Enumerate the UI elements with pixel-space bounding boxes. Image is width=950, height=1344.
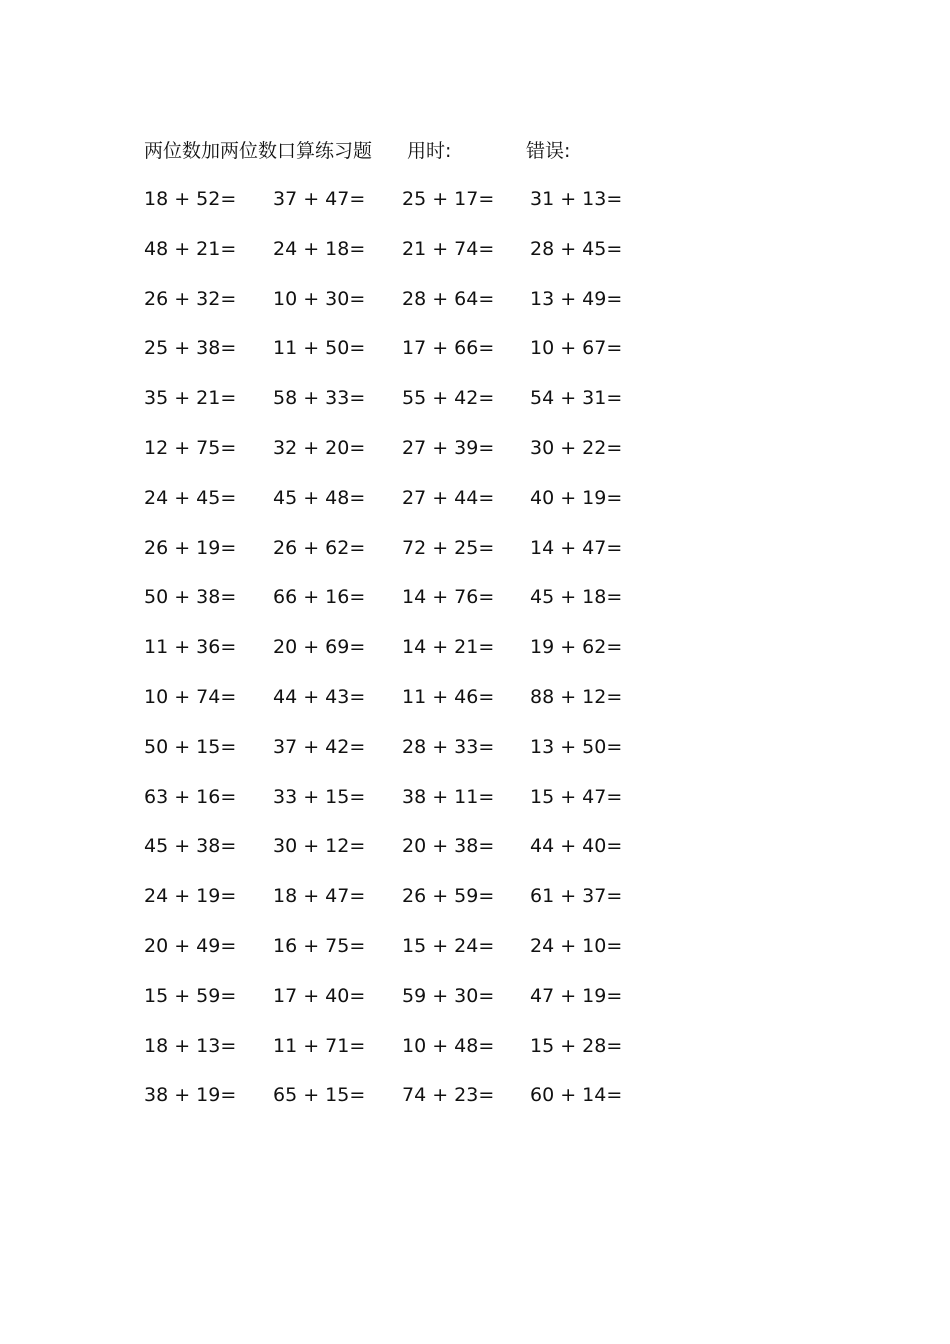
problem-item: 10 + 48= (402, 1034, 495, 1057)
problem-item: 18 + 52= (144, 188, 237, 210)
problem-item: 24 + 10= (530, 934, 623, 957)
problem-row (144, 184, 664, 234)
problem-item: 17 + 66= (402, 337, 495, 360)
problem-row (144, 1031, 664, 1081)
problem-item: 12 + 75= (144, 436, 237, 459)
problem-item: 50 + 15= (144, 735, 237, 758)
problem-row (144, 234, 664, 284)
problem-item: 10 + 30= (273, 287, 366, 310)
problem-item: 14 + 76= (402, 586, 495, 609)
problem-item: 14 + 21= (402, 636, 495, 659)
problem-item: 14 + 47= (530, 536, 623, 559)
problem-item: 15 + 24= (402, 934, 495, 957)
problem-item: 50 + 38= (144, 586, 237, 609)
problem-item: 66 + 16= (273, 586, 366, 609)
problem-item: 61 + 37= (530, 885, 623, 908)
problem-item: 32 + 20= (273, 436, 366, 459)
problem-item: 18 + 13= (144, 1034, 237, 1057)
problem-item: 30 + 12= (273, 835, 366, 858)
problem-item: 37 + 42= (273, 735, 366, 758)
problem-item: 25 + 17= (402, 188, 495, 210)
problem-item: 35 + 21= (144, 387, 237, 410)
problem-item: 60 + 14= (530, 1084, 623, 1107)
problem-item: 88 + 12= (530, 685, 623, 708)
time-label: 用时: (407, 140, 452, 162)
problem-row (144, 533, 664, 583)
problem-row (144, 732, 664, 782)
problem-item: 19 + 62= (530, 636, 623, 659)
problem-item: 15 + 59= (144, 984, 237, 1007)
problem-item: 59 + 30= (402, 984, 495, 1007)
problem-row (144, 831, 664, 881)
problem-row (144, 931, 664, 981)
problem-item: 10 + 74= (144, 685, 237, 708)
problem-item: 20 + 69= (273, 636, 366, 659)
problem-item: 38 + 11= (402, 785, 495, 808)
problem-item: 17 + 40= (273, 984, 366, 1007)
problem-row (144, 682, 664, 732)
problem-row (144, 632, 664, 682)
problem-item: 40 + 19= (530, 486, 623, 509)
problem-item: 58 + 33= (273, 387, 366, 410)
problem-item: 28 + 45= (530, 237, 623, 260)
errors-label: 错误: (526, 140, 571, 162)
problem-item: 25 + 38= (144, 337, 237, 360)
problem-item: 55 + 42= (402, 387, 495, 410)
problem-row (144, 1080, 664, 1130)
problem-item: 47 + 19= (530, 984, 623, 1007)
problem-item: 20 + 38= (402, 835, 495, 858)
problem-item: 33 + 15= (273, 785, 366, 808)
problem-row (144, 881, 664, 931)
worksheet-title: 两位数加两位数口算练习题 (144, 140, 373, 162)
problem-item: 18 + 47= (273, 885, 366, 908)
problem-row (144, 981, 664, 1031)
problem-item: 44 + 43= (273, 685, 366, 708)
problem-row (144, 582, 664, 632)
problem-item: 24 + 45= (144, 486, 237, 509)
problem-item: 48 + 21= (144, 237, 237, 260)
problem-item: 28 + 64= (402, 287, 495, 310)
problem-item: 74 + 23= (402, 1084, 495, 1107)
problem-row (144, 782, 664, 832)
problem-row (144, 433, 664, 483)
problem-row (144, 333, 664, 383)
problem-item: 26 + 59= (402, 885, 495, 908)
problem-item: 45 + 38= (144, 835, 237, 858)
problem-item: 13 + 49= (530, 287, 623, 310)
problem-item: 26 + 32= (144, 287, 237, 310)
problem-item: 63 + 16= (144, 785, 237, 808)
problem-item: 65 + 15= (273, 1084, 366, 1107)
problem-item: 15 + 28= (530, 1034, 623, 1057)
problem-row (144, 483, 664, 533)
problem-item: 44 + 40= (530, 835, 623, 858)
problem-item: 27 + 44= (402, 486, 495, 509)
problem-item: 13 + 50= (530, 735, 623, 758)
problem-item: 20 + 49= (144, 934, 237, 957)
problem-item: 38 + 19= (144, 1084, 237, 1107)
problem-item: 11 + 71= (273, 1034, 366, 1057)
problem-item: 45 + 48= (273, 486, 366, 509)
problem-item: 45 + 18= (530, 586, 623, 609)
problem-item: 16 + 75= (273, 934, 366, 957)
problem-item: 11 + 50= (273, 337, 366, 360)
problem-item: 21 + 74= (402, 237, 495, 260)
problem-item: 24 + 18= (273, 237, 366, 260)
problem-item: 26 + 19= (144, 536, 237, 559)
problem-item: 30 + 22= (530, 436, 623, 459)
problem-item: 27 + 39= (402, 436, 495, 459)
problem-item: 15 + 47= (530, 785, 623, 808)
problem-item: 26 + 62= (273, 536, 366, 559)
problem-grid (144, 184, 664, 1130)
problem-item: 11 + 46= (402, 685, 495, 708)
problem-row (144, 383, 664, 433)
problem-item: 24 + 19= (144, 885, 237, 908)
problem-item: 11 + 36= (144, 636, 237, 659)
problem-item: 10 + 67= (530, 337, 623, 360)
problem-item: 28 + 33= (402, 735, 495, 758)
problem-item: 54 + 31= (530, 387, 623, 410)
problem-item: 31 + 13= (530, 188, 623, 210)
problem-item: 37 + 47= (273, 188, 366, 210)
problem-item: 72 + 25= (402, 536, 495, 559)
problem-row (144, 284, 664, 334)
